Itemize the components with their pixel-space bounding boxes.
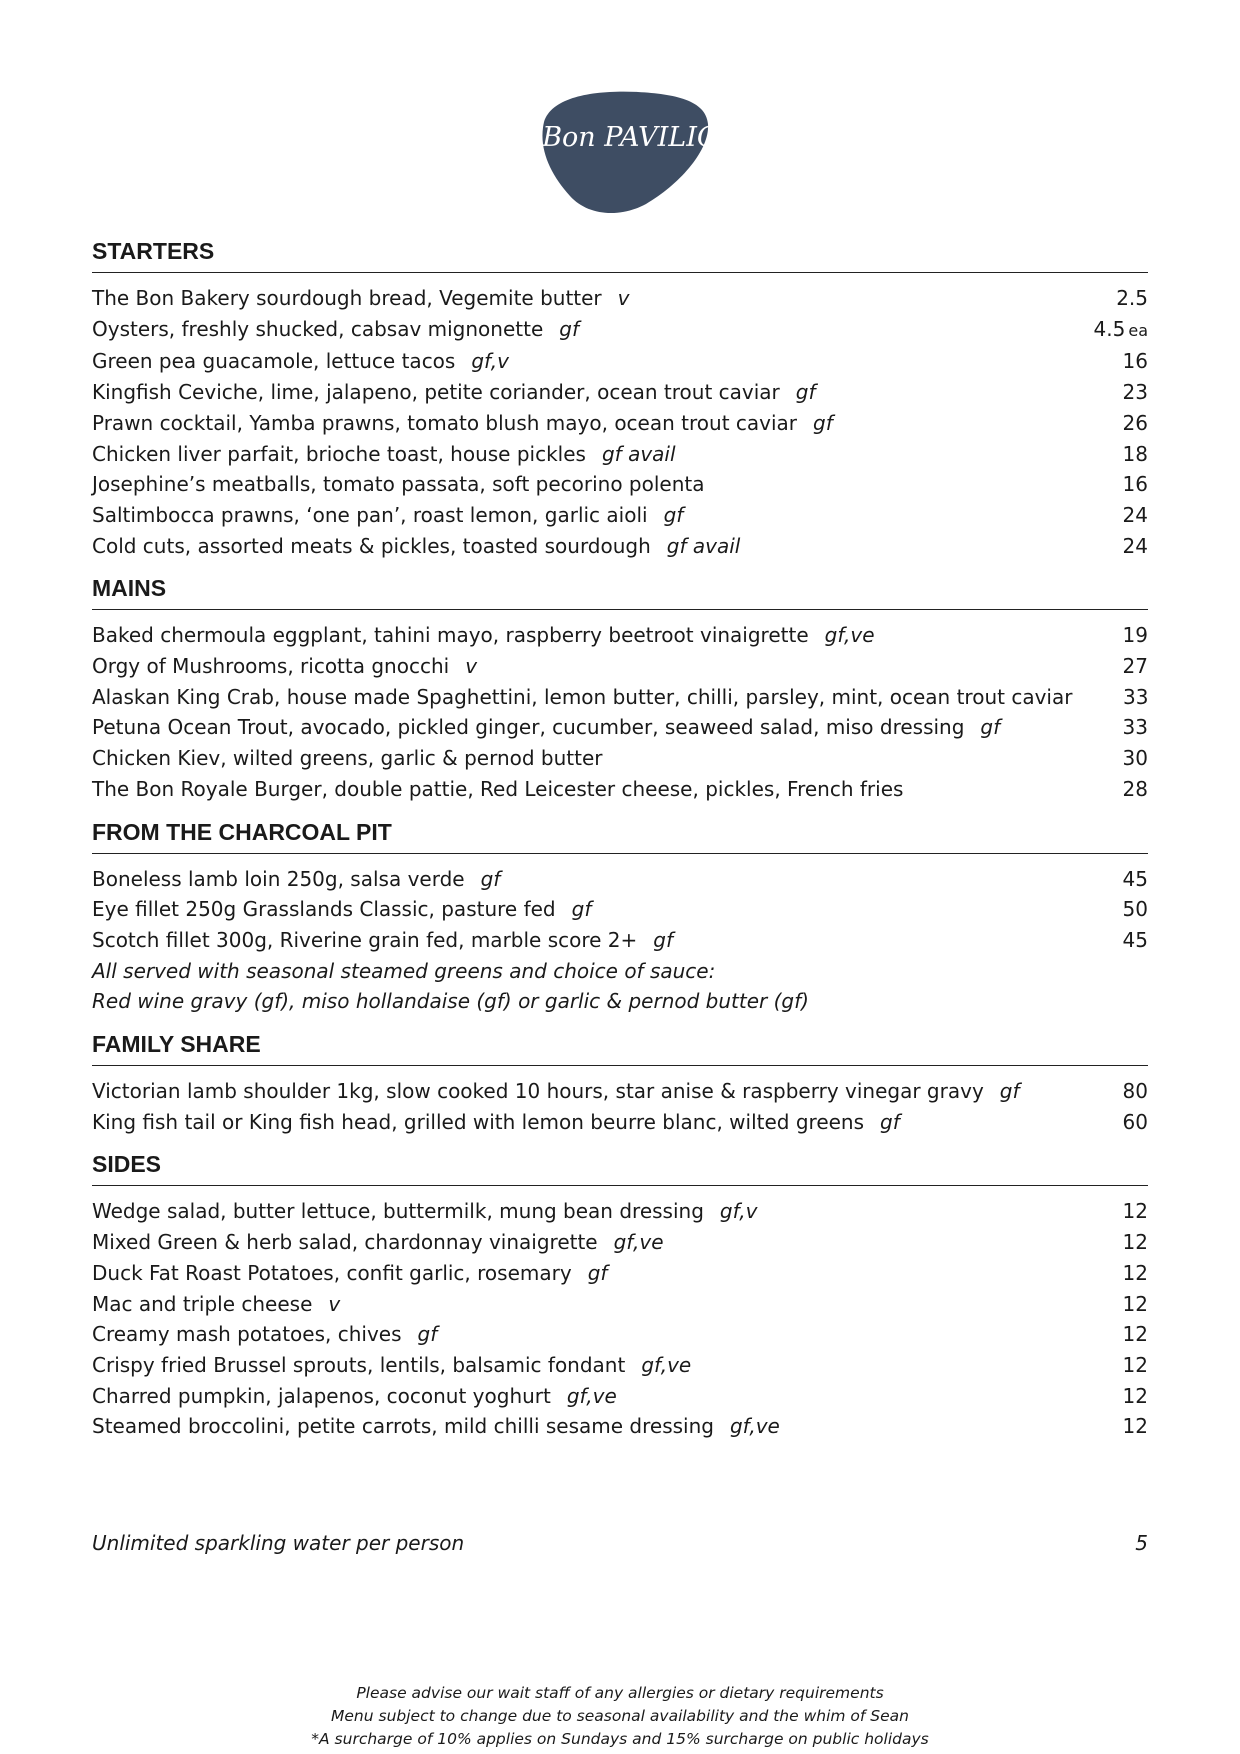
item-desc: Green pea guacamole, lettuce tacos	[92, 349, 456, 374]
item-price: 19	[1122, 623, 1148, 648]
dietary-tag: gf	[417, 1322, 438, 1347]
menu-item	[92, 620, 1148, 651]
dietary-tag: gf,v	[471, 349, 509, 374]
item-desc: Mixed Green & herb salad, chardonnay vinaigrette	[92, 1230, 598, 1255]
dietary-tag: gf	[795, 380, 816, 405]
menu-item	[92, 743, 1148, 774]
menu-item	[92, 712, 1148, 743]
dietary-tag: gf	[880, 1109, 900, 1134]
item-price: 12	[1122, 1260, 1148, 1285]
section-family-share	[92, 1029, 1148, 1149]
brand-logo	[489, 88, 743, 218]
item-price: 18	[1122, 441, 1148, 466]
menu-item	[92, 651, 1148, 682]
item-price: 12	[1122, 1291, 1148, 1316]
dietary-tag: gf avail	[601, 441, 676, 466]
item-desc: Duck Fat Roast Potatoes, confit garlic, rosemary	[92, 1260, 572, 1285]
item-price: 12	[1122, 1383, 1148, 1408]
item-desc: Scotch fillet 300g, Riverine grain fed, marble score 2+	[92, 927, 638, 952]
menu-item	[92, 894, 1148, 925]
item-desc: Chicken Kiev, wilted greens, garlic & pernod butter	[92, 746, 603, 771]
menu-item	[92, 408, 1148, 439]
menu-item	[92, 439, 1148, 470]
item-price: 12	[1122, 1414, 1148, 1439]
item-price: 24	[1122, 533, 1148, 558]
item-price: 24	[1122, 502, 1148, 527]
item-price: 12	[1122, 1352, 1148, 1377]
menu-item	[92, 1107, 1148, 1138]
menu-item	[92, 864, 1148, 895]
item-desc: Oysters, freshly shucked, cabsav mignonette	[92, 316, 544, 341]
item-price: 60	[1122, 1109, 1148, 1134]
item-desc: Wedge salad, butter lettuce, buttermilk, mung bean dressing	[92, 1199, 704, 1224]
item-price: 12	[1122, 1230, 1148, 1255]
menu-item	[92, 531, 1148, 562]
menu-item	[92, 377, 1148, 408]
dietary-tag: gf avail	[666, 533, 741, 558]
item-price: 2.5	[1116, 286, 1148, 310]
item-desc: Crispy fried Brussel sprouts, lentils, balsamic fondant	[92, 1352, 626, 1377]
item-price: 4.5	[1093, 316, 1126, 341]
dietary-tag: gf	[813, 410, 833, 435]
item-price: 16	[1122, 472, 1148, 497]
footer-line-surcharge: *A surcharge of 10% applies on Sundays and 15% surcharge on public holidays	[311, 1730, 929, 1748]
menu-item	[92, 469, 1148, 500]
section-title: STARTERS	[92, 236, 1148, 273]
menu-body	[92, 236, 1148, 1454]
item-desc: Baked chermoula eggplant, tahini mayo, raspberry beetroot vinaigrette	[92, 623, 809, 648]
section-title: FROM THE CHARCOAL PIT	[92, 817, 1148, 854]
menu-item	[92, 1076, 1148, 1107]
item-price: 26	[1122, 410, 1148, 435]
sparkling-water-line	[92, 1531, 1148, 1555]
item-price: 33	[1122, 715, 1148, 740]
menu-item	[92, 1289, 1148, 1320]
dietary-tag: gf	[480, 866, 501, 891]
section-note: All served with seasonal steamed greens and choice of sauce:	[92, 958, 716, 983]
section-note: Red wine gravy (gf), miso hollandaise (gf) or garlic & pernod butter (gf)	[92, 989, 809, 1014]
dietary-tag: gf	[587, 1260, 608, 1285]
item-desc: Eye fillet 250g Grasslands Classic, pasture fed	[92, 897, 556, 922]
item-desc: Saltimbocca prawns, ‘one pan’, roast lemon, garlic aioli	[92, 502, 648, 527]
item-desc: Orgy of Mushrooms, ricotta gnocchi	[92, 654, 450, 679]
menu-item	[92, 774, 1148, 805]
item-price: 45	[1122, 927, 1148, 952]
dietary-tag: gf,ve	[824, 623, 875, 648]
item-price: 12	[1122, 1322, 1148, 1347]
logo-stone-shape	[489, 88, 743, 218]
item-price: 27	[1122, 654, 1148, 679]
item-desc: Chicken liver parfait, brioche toast, house pickles	[92, 441, 586, 466]
menu-item	[92, 314, 1148, 347]
section-title: MAINS	[92, 573, 1148, 610]
price-unit: ea	[1128, 320, 1148, 340]
dietary-tag: gf	[571, 897, 592, 922]
menu-item	[92, 1227, 1148, 1258]
item-price: 16	[1122, 349, 1148, 374]
section-sides	[92, 1149, 1148, 1454]
item-desc: King fish tail or King fish head, grilled with lemon beurre blanc, wilted greens	[92, 1109, 865, 1134]
dietary-tag: gf,ve	[641, 1352, 692, 1377]
item-desc: The Bon Royale Burger, double pattie, Red Leicester cheese, pickles, French fries	[92, 776, 904, 801]
item-price: 30	[1122, 746, 1148, 771]
section-mains	[92, 573, 1148, 816]
menu-item	[92, 1196, 1148, 1227]
menu-item	[92, 346, 1148, 377]
dietary-tag: gf	[559, 316, 580, 341]
item-price: 23	[1122, 380, 1148, 405]
item-desc: Steamed broccolini, petite carrots, mild chilli sesame dressing	[92, 1414, 714, 1439]
menu-item	[92, 1319, 1148, 1350]
menu-item	[92, 682, 1148, 713]
dietary-tag: gf,ve	[729, 1414, 780, 1439]
section-title: SIDES	[92, 1149, 1148, 1186]
item-desc: Creamy mash potatoes, chives	[92, 1322, 402, 1347]
dietary-tag: gf,v	[719, 1199, 758, 1224]
extra-price: 5	[1135, 1531, 1148, 1555]
item-desc: Boneless lamb loin 250g, salsa verde	[92, 866, 465, 891]
dietary-tag: gf	[653, 927, 674, 952]
menu-item	[92, 1258, 1148, 1289]
logo-script-text: the Bon PAVILION	[489, 122, 743, 153]
item-desc: Prawn cocktail, Yamba prawns, tomato blush mayo, ocean trout caviar	[92, 410, 798, 435]
item-desc: Cold cuts, assorted meats & pickles, toasted sourdough	[92, 533, 651, 558]
dietary-tag: gf	[999, 1079, 1020, 1104]
section-charcoal-pit	[92, 817, 1148, 1030]
menu-item	[92, 1381, 1148, 1412]
dietary-tag: gf	[980, 715, 1001, 740]
footer-line-seasonal: Menu subject to change due to seasonal availability and the whim of Sean	[331, 1707, 909, 1725]
section-title: FAMILY SHARE	[92, 1029, 1148, 1066]
item-price: 33	[1123, 684, 1149, 709]
menu-item	[92, 500, 1148, 531]
item-desc: Victorian lamb shoulder 1kg, slow cooked 10 hours, star anise & raspberry vinegar gravy	[92, 1079, 984, 1104]
item-price: 50	[1122, 897, 1148, 922]
item-price: 45	[1122, 866, 1148, 891]
menu-item	[92, 1350, 1148, 1381]
dietary-tag: v	[617, 286, 630, 310]
item-desc: Kingfish Ceviche, lime, jalapeno, petite coriander, ocean trout caviar	[92, 380, 780, 405]
footer-notes	[0, 1682, 1240, 1751]
dietary-tag: v	[328, 1291, 341, 1316]
dietary-tag: gf	[663, 502, 684, 527]
menu-item	[92, 925, 1148, 956]
dietary-tag: gf,ve	[566, 1383, 617, 1408]
dietary-tag: v	[465, 654, 478, 679]
item-desc: Charred pumpkin, jalapenos, coconut yoghurt	[92, 1383, 551, 1408]
dietary-tag: gf,ve	[613, 1230, 664, 1255]
extra-desc: Unlimited sparkling water per person	[92, 1531, 465, 1555]
item-desc: Josephine’s meatballs, tomato passata, soft pecorino polenta	[92, 472, 705, 497]
item-price: 28	[1122, 776, 1148, 801]
item-price: 80	[1122, 1079, 1148, 1104]
footer-line-allergies: Please advise our wait staff of any allergies or dietary requirements	[356, 1684, 884, 1702]
section-starters	[92, 236, 1148, 573]
item-price: 12	[1122, 1199, 1148, 1224]
menu-item	[92, 1411, 1148, 1442]
item-desc: The Bon Bakery sourdough bread, Vegemite butter	[92, 286, 602, 310]
item-desc: Petuna Ocean Trout, avocado, pickled ginger, cucumber, seaweed salad, miso dressing	[92, 715, 965, 740]
item-desc: Alaskan King Crab, house made Spaghettini, lemon butter, chilli, parsley, mint, ocean trout caviar	[92, 684, 1073, 709]
menu-item	[92, 283, 1148, 314]
item-desc: Mac and triple cheese	[92, 1291, 313, 1316]
